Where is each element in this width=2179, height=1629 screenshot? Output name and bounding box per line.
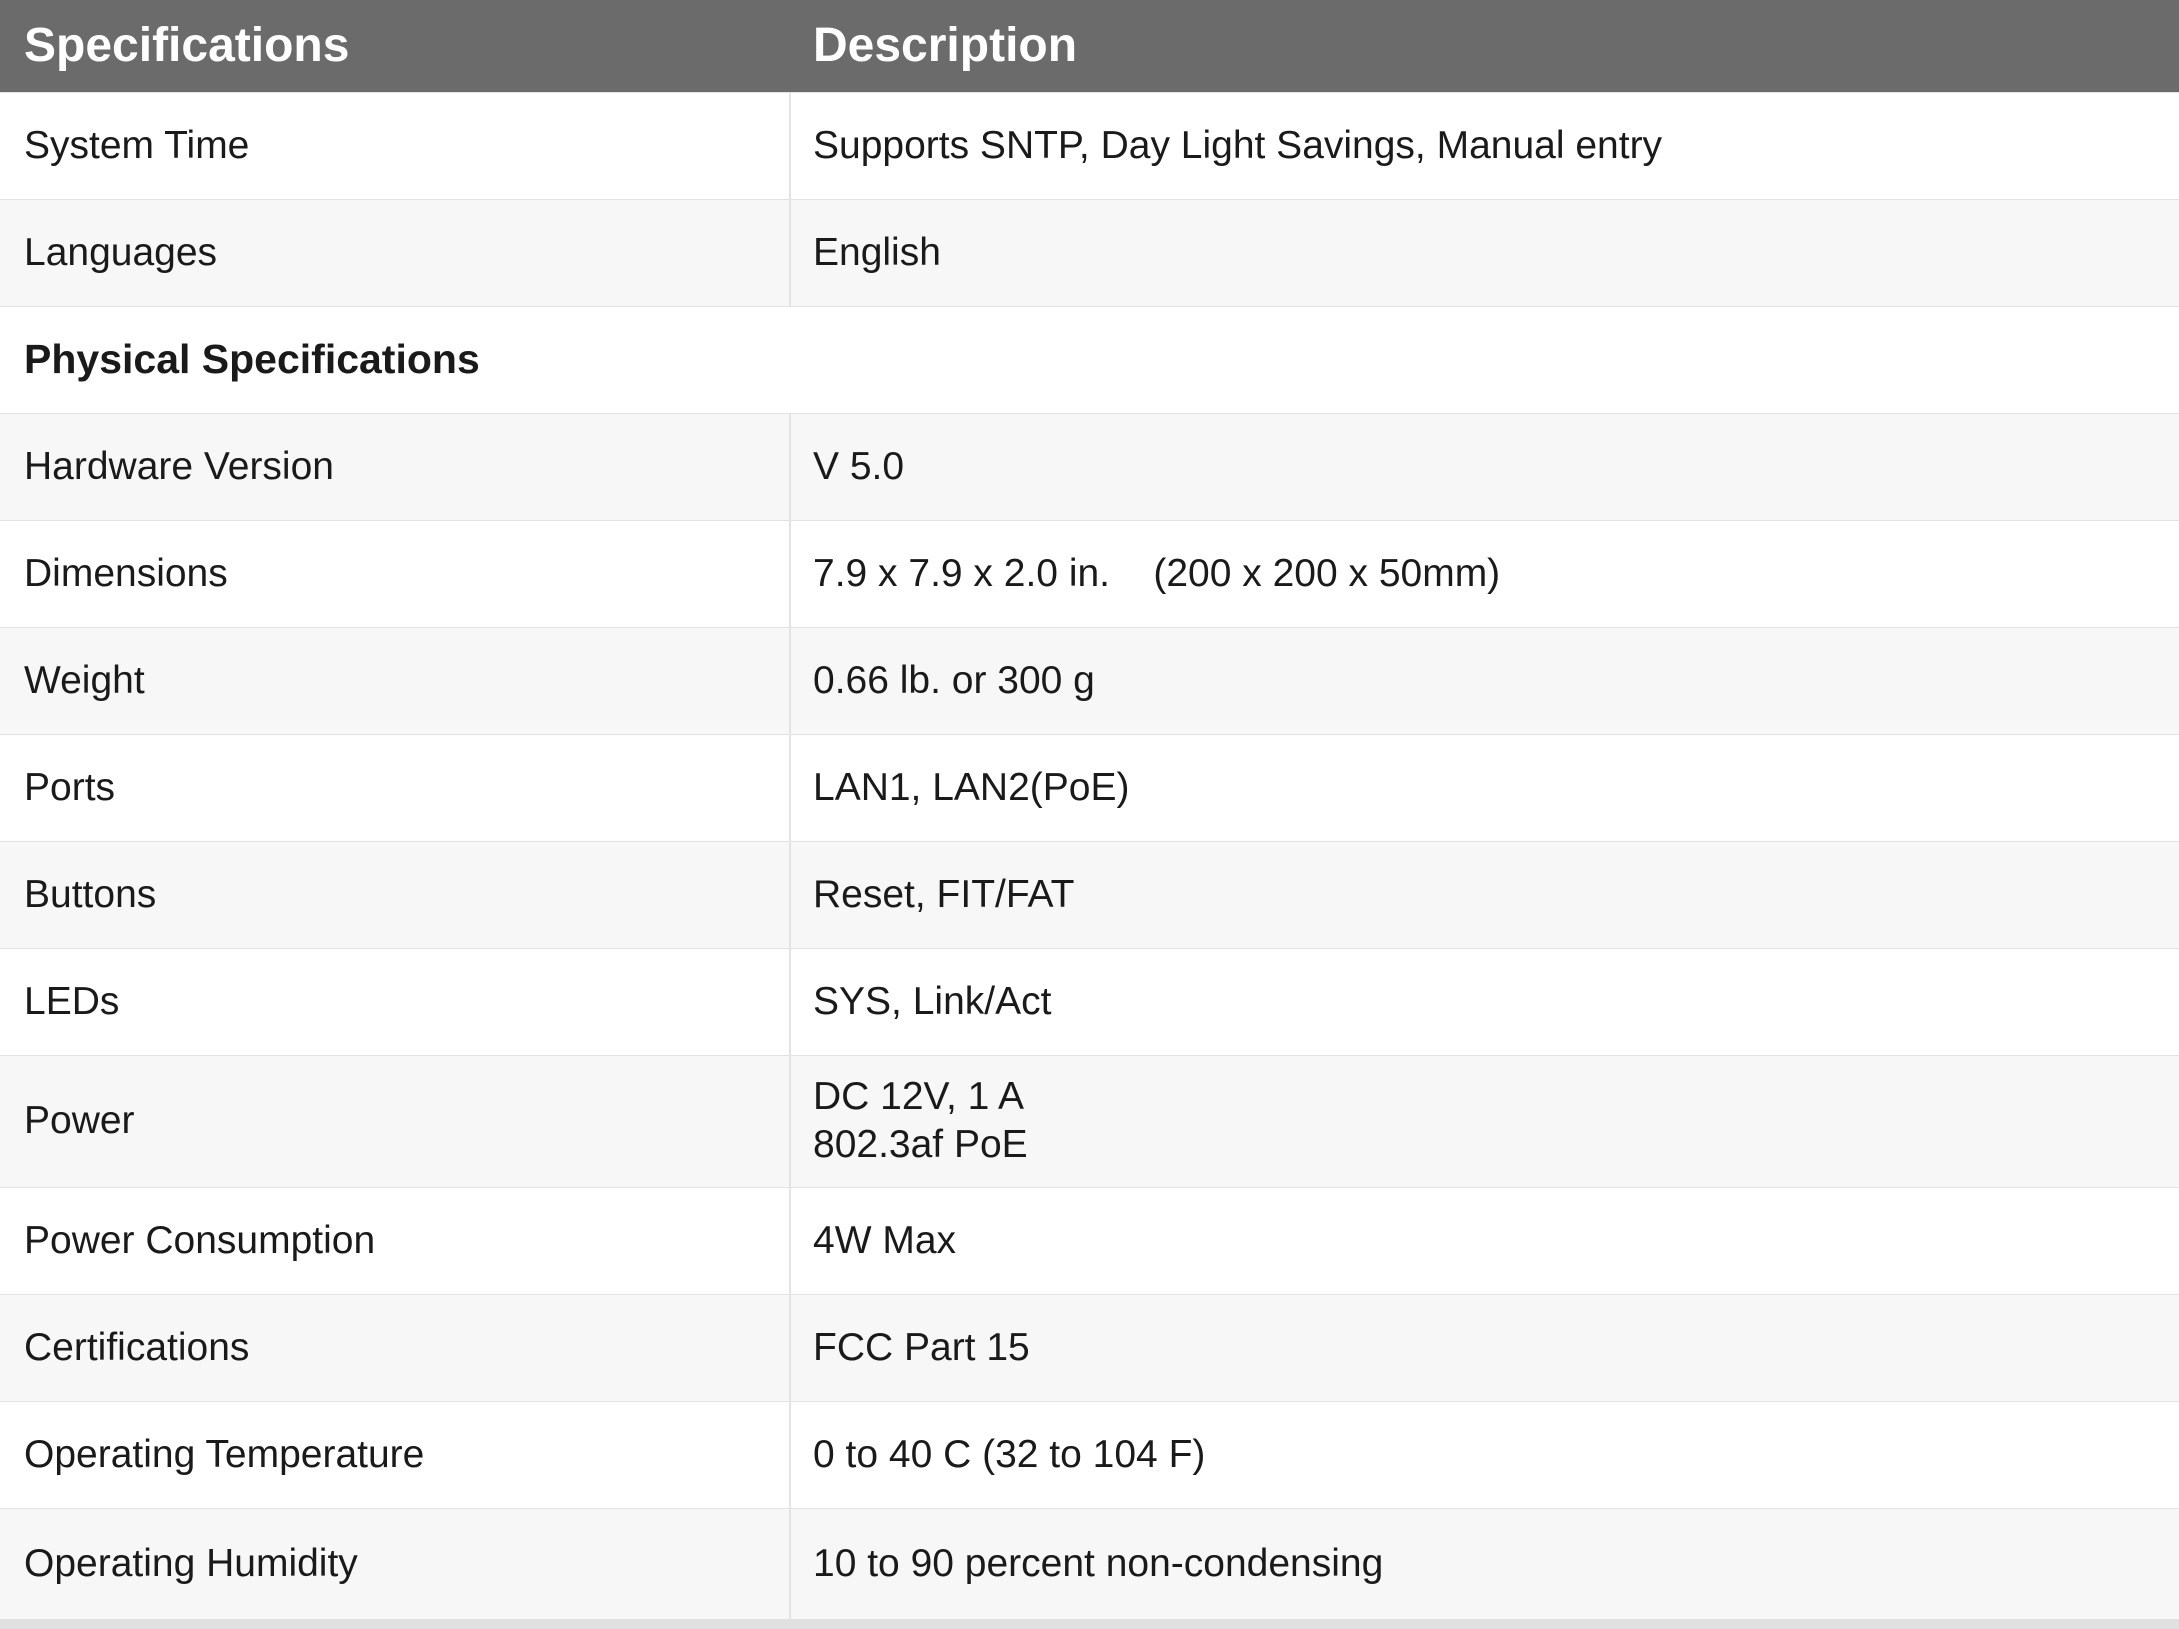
table-row — [0, 734, 2179, 841]
spec-value: 0.66 lb. or 300 g — [790, 627, 2179, 734]
spec-name: Dimensions — [0, 520, 790, 627]
spec-value-line: DC 12V, 1 A — [813, 1075, 1025, 1119]
spec-value: Supports SNTP, Day Light Savings, Manual entry — [790, 92, 2179, 199]
table-row — [0, 627, 2179, 734]
spec-name: System Time — [0, 92, 790, 199]
section-title: Physical Specifications — [0, 306, 2179, 413]
table-row — [0, 1508, 2179, 1624]
table-row — [0, 1187, 2179, 1294]
column-header-description: Description — [790, 0, 2179, 92]
section-row — [0, 306, 2179, 413]
table-row — [0, 948, 2179, 1055]
spec-name: Hardware Version — [0, 413, 790, 520]
spec-name: Ports — [0, 734, 790, 841]
spec-value: 7.9 x 7.9 x 2.0 in. (200 x 200 x 50mm) — [790, 520, 2179, 627]
spec-value: FCC Part 15 — [790, 1294, 2179, 1401]
table-row — [0, 1055, 2179, 1187]
spec-name: Languages — [0, 199, 790, 306]
spec-name: Operating Temperature — [0, 1401, 790, 1508]
spec-value: Reset, FIT/FAT — [790, 841, 2179, 948]
table-row — [0, 199, 2179, 306]
column-header-specifications: Specifications — [0, 0, 790, 92]
spec-value-line: 802.3af PoE — [813, 1123, 1028, 1166]
spec-name: LEDs — [0, 948, 790, 1055]
spec-name: Weight — [0, 627, 790, 734]
spec-name: Certifications — [0, 1294, 790, 1401]
spec-value: 4W Max — [790, 1187, 2179, 1294]
spec-value: LAN1, LAN2(PoE) — [790, 734, 2179, 841]
spec-name: Power — [0, 1055, 790, 1187]
table-row — [0, 92, 2179, 199]
spec-value: 0 to 40 C (32 to 104 F) — [790, 1401, 2179, 1508]
spec-name: Power Consumption — [0, 1187, 790, 1294]
spec-value: SYS, Link/Act — [790, 948, 2179, 1055]
table-row — [0, 1294, 2179, 1401]
spec-name: Operating Humidity — [0, 1508, 790, 1624]
spec-value: V 5.0 — [790, 413, 2179, 520]
table-row — [0, 841, 2179, 948]
spec-value: English — [790, 199, 2179, 306]
table-header-row — [0, 0, 2179, 92]
table-row — [0, 1401, 2179, 1508]
table-row — [0, 413, 2179, 520]
spec-value — [790, 1055, 2179, 1187]
spec-name: Buttons — [0, 841, 790, 948]
spec-value: 10 to 90 percent non-condensing — [790, 1508, 2179, 1624]
table-row — [0, 520, 2179, 627]
